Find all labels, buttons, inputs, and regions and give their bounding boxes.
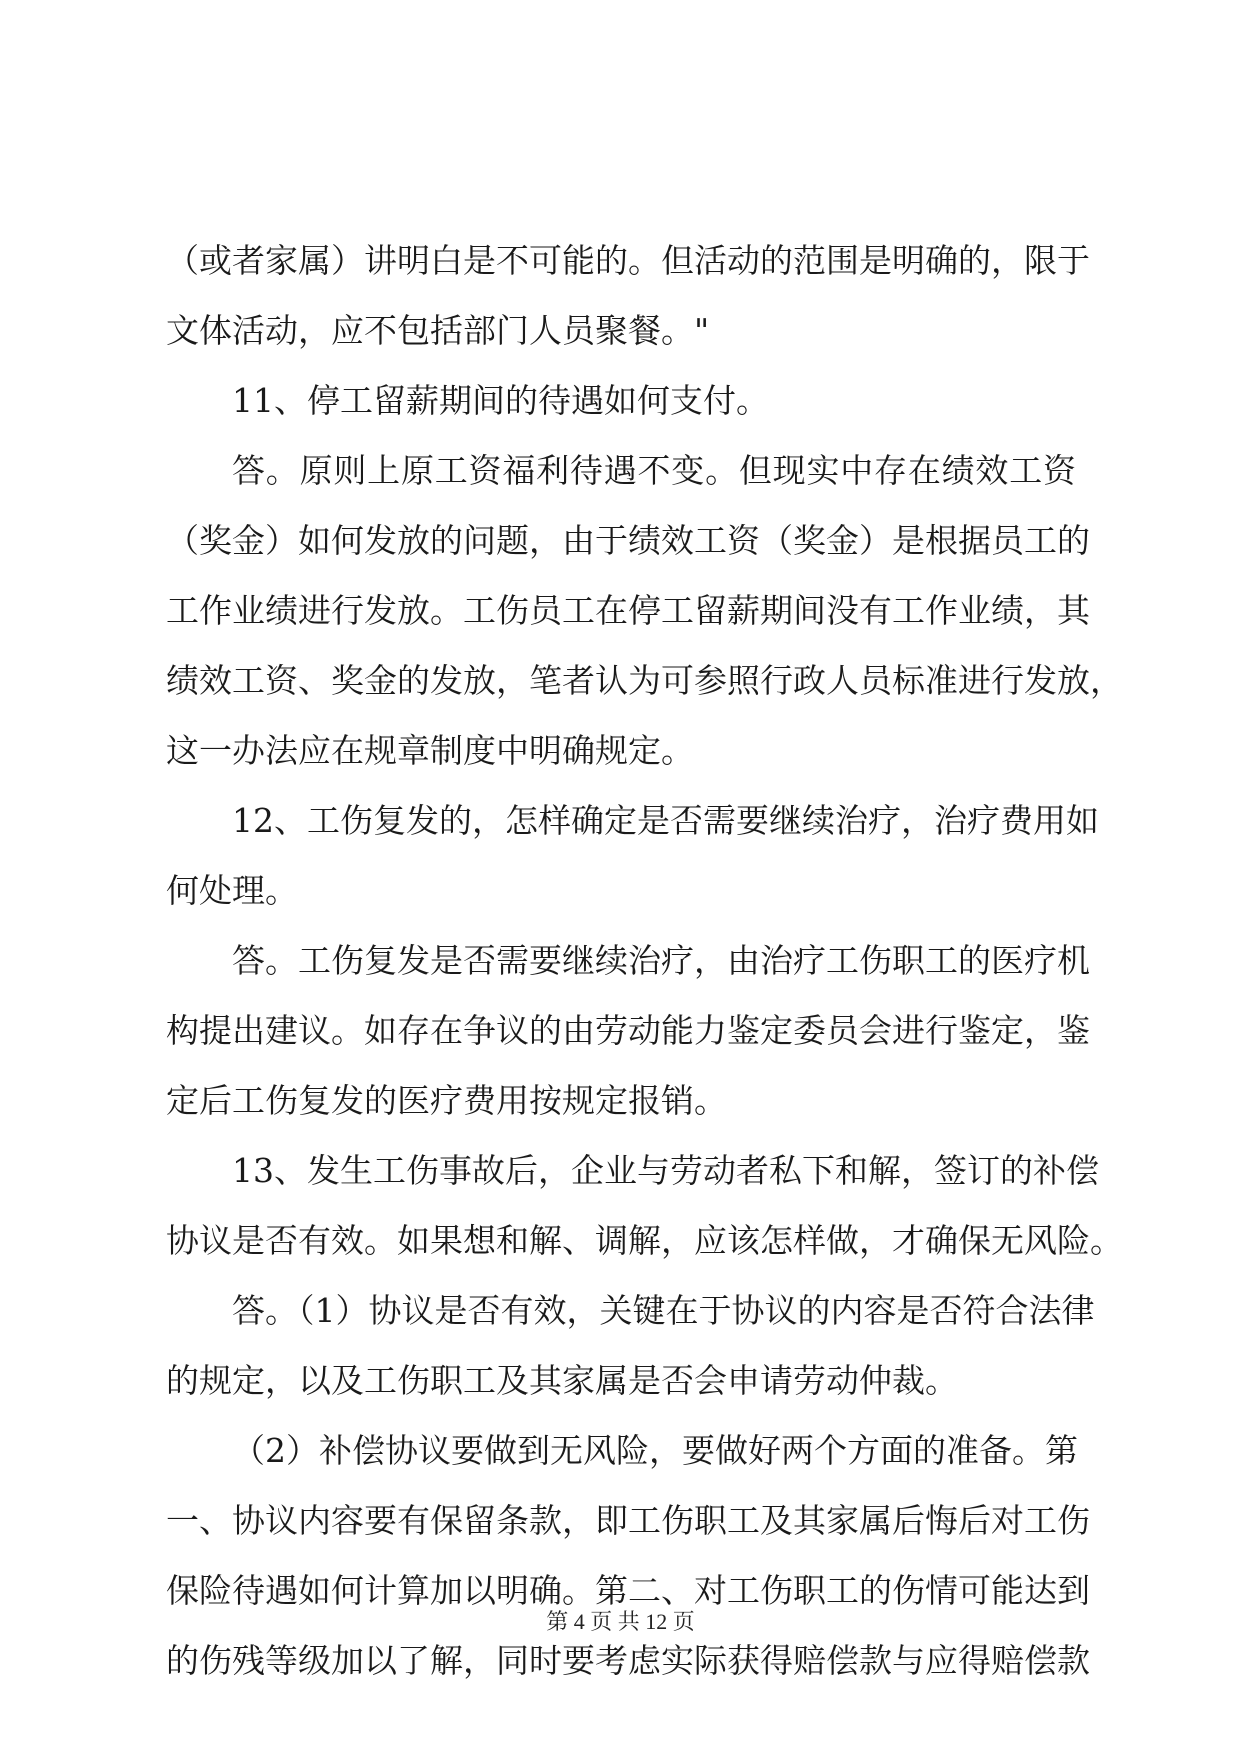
text-line: 13、发生工伤事故后，企业与劳动者私下和解，签订的补偿 — [232, 1151, 1099, 1190]
text-line: （或者家属）讲明白是不可能的。但活动的范围是明确的，限于 — [166, 241, 1090, 280]
text-line: （2）补偿协议要做到无风险，要做好两个方面的准备。第 — [232, 1431, 1078, 1470]
text-line: 构提出建议。如存在争议的由劳动能力鉴定委员会进行鉴定，鉴 — [166, 1011, 1090, 1050]
text-line: 工作业绩进行发放。工伤员工在停工留薪期间没有工作业绩，其 — [166, 591, 1090, 630]
page-footer: 第 4 页 共 12 页 — [546, 1609, 695, 1634]
text-line: 保险待遇如何计算加以明确。第二、对工伤职工的伤情可能达到 — [166, 1571, 1090, 1610]
text-line: 文体活动，应不包括部门人员聚餐。" — [166, 311, 710, 350]
text-line: 定后工伤复发的医疗费用按规定报销。 — [166, 1081, 727, 1120]
text-line: 11、停工留薪期间的待遇如何支付。 — [232, 381, 769, 420]
text-line: 的伤残等级加以了解，同时要考虑实际获得赔偿款与应得赔偿款 — [166, 1641, 1090, 1680]
text-line: 答。（1）协议是否有效，关键在于协议的内容是否符合法律 — [232, 1291, 1095, 1330]
text-line: 协议是否有效。如果想和解、调解，应该怎样做，才确保无风险。 — [166, 1221, 1123, 1260]
text-line: 答。工伤复发是否需要继续治疗，由治疗工伤职工的医疗机 — [232, 941, 1090, 980]
text-line: 这一办法应在规章制度中明确规定。 — [166, 731, 694, 770]
text-line: 12、工伤复发的，怎样确定是否需要继续治疗，治疗费用如 — [232, 801, 1099, 840]
document-body — [166, 226, 1123, 1696]
text-line: 何处理。 — [166, 871, 298, 910]
text-line: 的规定，以及工伤职工及其家属是否会申请劳动仲裁。 — [166, 1361, 958, 1400]
text-line: 一、协议内容要有保留条款，即工伤职工及其家属后悔后对工伤 — [166, 1501, 1090, 1540]
text-line: 答。原则上原工资福利待遇不变。但现实中存在绩效工资 — [232, 451, 1076, 490]
text-line: 绩效工资、奖金的发放，笔者认为可参照行政人员标准进行发放， — [166, 661, 1123, 700]
text-line: （奖金）如何发放的问题，由于绩效工资（奖金）是根据员工的 — [166, 521, 1090, 560]
